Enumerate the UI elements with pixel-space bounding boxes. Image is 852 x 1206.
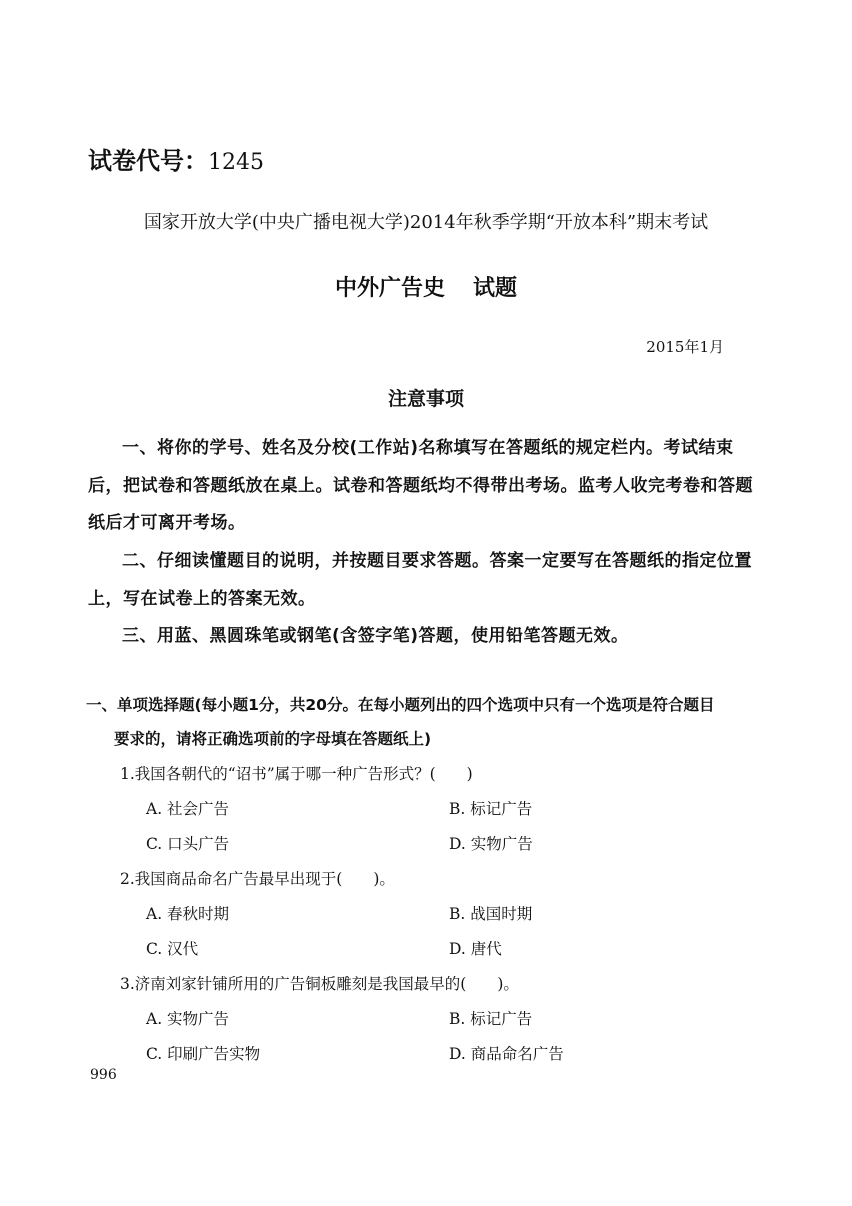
question-1-option-a: A. 社会广告: [146, 800, 230, 818]
paper-code: [88, 141, 264, 176]
note-item-2: 二、仔细读懂题目的说明，并按题目要求答题。答案一定要写在答题纸的指定位置上，写在试卷上的答案无效。: [88, 551, 752, 609]
paper-code-number: 1245: [208, 150, 264, 175]
exam-title: [0, 271, 852, 302]
section-instructions-line2: 要求的，请将正确选项前的字母填在答题纸上): [114, 730, 432, 748]
question-3-stem: 3.济南刘家针铺所用的广告铜板雕刻是我国最早的( )。: [120, 975, 519, 993]
note-item-3: 三、用蓝、黑圆珠笔或钢笔(含签字笔)答题，使用铅笔答题无效。: [122, 626, 629, 646]
exam-date: 2015年1月: [646, 338, 724, 356]
notes-title: 注意事项: [387, 388, 464, 410]
question-1-option-d: D. 实物广告: [449, 835, 533, 853]
section-instructions-line1: 一、单项选择题(每小题1分，共20分。在每小题列出的四个选项中只有一个选项是符合题目: [86, 696, 715, 714]
page-number: 996: [90, 1067, 117, 1083]
question-2-option-d: D. 唐代: [449, 940, 502, 958]
question-2-option-c: C. 汉代: [146, 940, 199, 958]
question-3-option-d: D. 商品命名广告: [449, 1045, 564, 1063]
paper-code-label: 试卷代号：: [88, 147, 208, 175]
question-2-option-a: A. 春秋时期: [146, 905, 230, 923]
question-1-stem: 1.我国各朝代的“诏书”属于哪一种广告形式？( ): [120, 765, 473, 783]
question-2-option-b: B. 战国时期: [449, 905, 533, 923]
note-item-1: 一、将你的学号、姓名及分校(工作站)名称填写在答题纸的规定栏内。考试结束后，把试卷和答题纸放在桌上。试卷和答题纸均不得带出考场。监考人收完考卷和答题纸后才可离开考场。: [88, 438, 753, 533]
question-3-option-a: A. 实物广告: [146, 1010, 230, 1028]
exam-title-suffix: 试题: [473, 276, 518, 301]
exam-title-subject: 中外广告史: [334, 276, 445, 301]
question-3-option-b: B. 标记广告: [449, 1010, 533, 1028]
question-1-option-c: C. 口头广告: [146, 835, 230, 853]
question-3-option-c: C. 印刷广告实物: [146, 1045, 261, 1063]
university-exam-line: 国家开放大学(中央广播电视大学)2014年秋季学期“开放本科”期末考试: [143, 212, 709, 233]
section-instructions: [86, 688, 766, 756]
question-2-stem: 2.我国商品命名广告最早出现于( )。: [120, 870, 395, 888]
question-1-option-b: B. 标记广告: [449, 800, 533, 818]
